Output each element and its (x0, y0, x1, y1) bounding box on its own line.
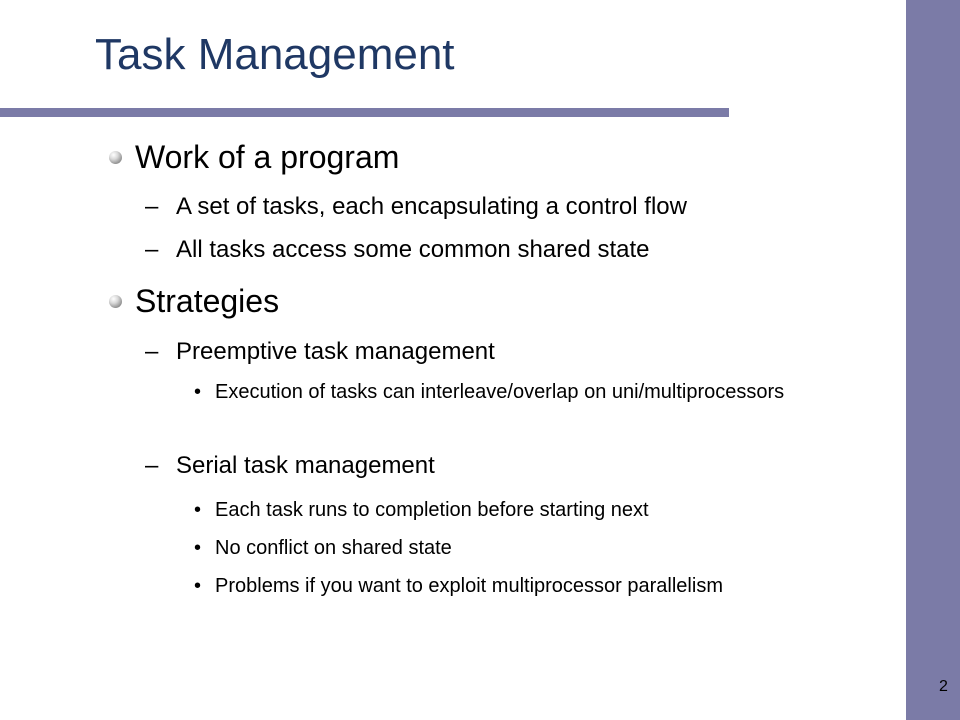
list-item-text: A set of tasks, each encapsulating a control flow (176, 193, 687, 220)
page-number: 2 (939, 678, 948, 695)
right-accent-bar (906, 0, 960, 720)
dash-bullet: – (145, 193, 159, 220)
sub-list-item (194, 574, 774, 599)
section-heading-work: Work of a program (135, 139, 400, 175)
bullet-dot: • (194, 381, 202, 403)
sub-list-item-text: No conflict on shared state (215, 537, 452, 559)
bullet-dot: • (194, 575, 202, 597)
bullet-sphere-icon (109, 151, 122, 164)
sub-list-item-text: Each task runs to completion before starting next (215, 499, 649, 521)
list-item (145, 452, 435, 481)
bullet-dot: • (194, 537, 202, 559)
list-item (145, 338, 495, 367)
slide-title: Task Management (95, 30, 455, 79)
list-item-text: Preemptive task management (176, 338, 495, 365)
sub-list-item (194, 380, 814, 405)
sub-list-item (194, 498, 814, 523)
dash-bullet: – (145, 338, 159, 365)
title-underline (0, 108, 729, 117)
sub-list-item (194, 536, 814, 561)
bullet-dot: • (194, 499, 202, 521)
bullet-sphere-icon (109, 295, 122, 308)
list-item (145, 193, 687, 222)
list-item-text: All tasks access some common shared state (176, 236, 650, 263)
list-item-text: Serial task management (176, 452, 435, 479)
dash-bullet: – (145, 452, 159, 479)
dash-bullet: – (145, 236, 159, 263)
sub-list-item-text: Execution of tasks can interleave/overlap on uni/multiprocessors (215, 381, 785, 403)
sub-list-item-text: Problems if you want to exploit multiprocessor parallelism (215, 575, 723, 597)
section-heading-strategies: Strategies (135, 283, 280, 319)
list-item (145, 236, 650, 265)
